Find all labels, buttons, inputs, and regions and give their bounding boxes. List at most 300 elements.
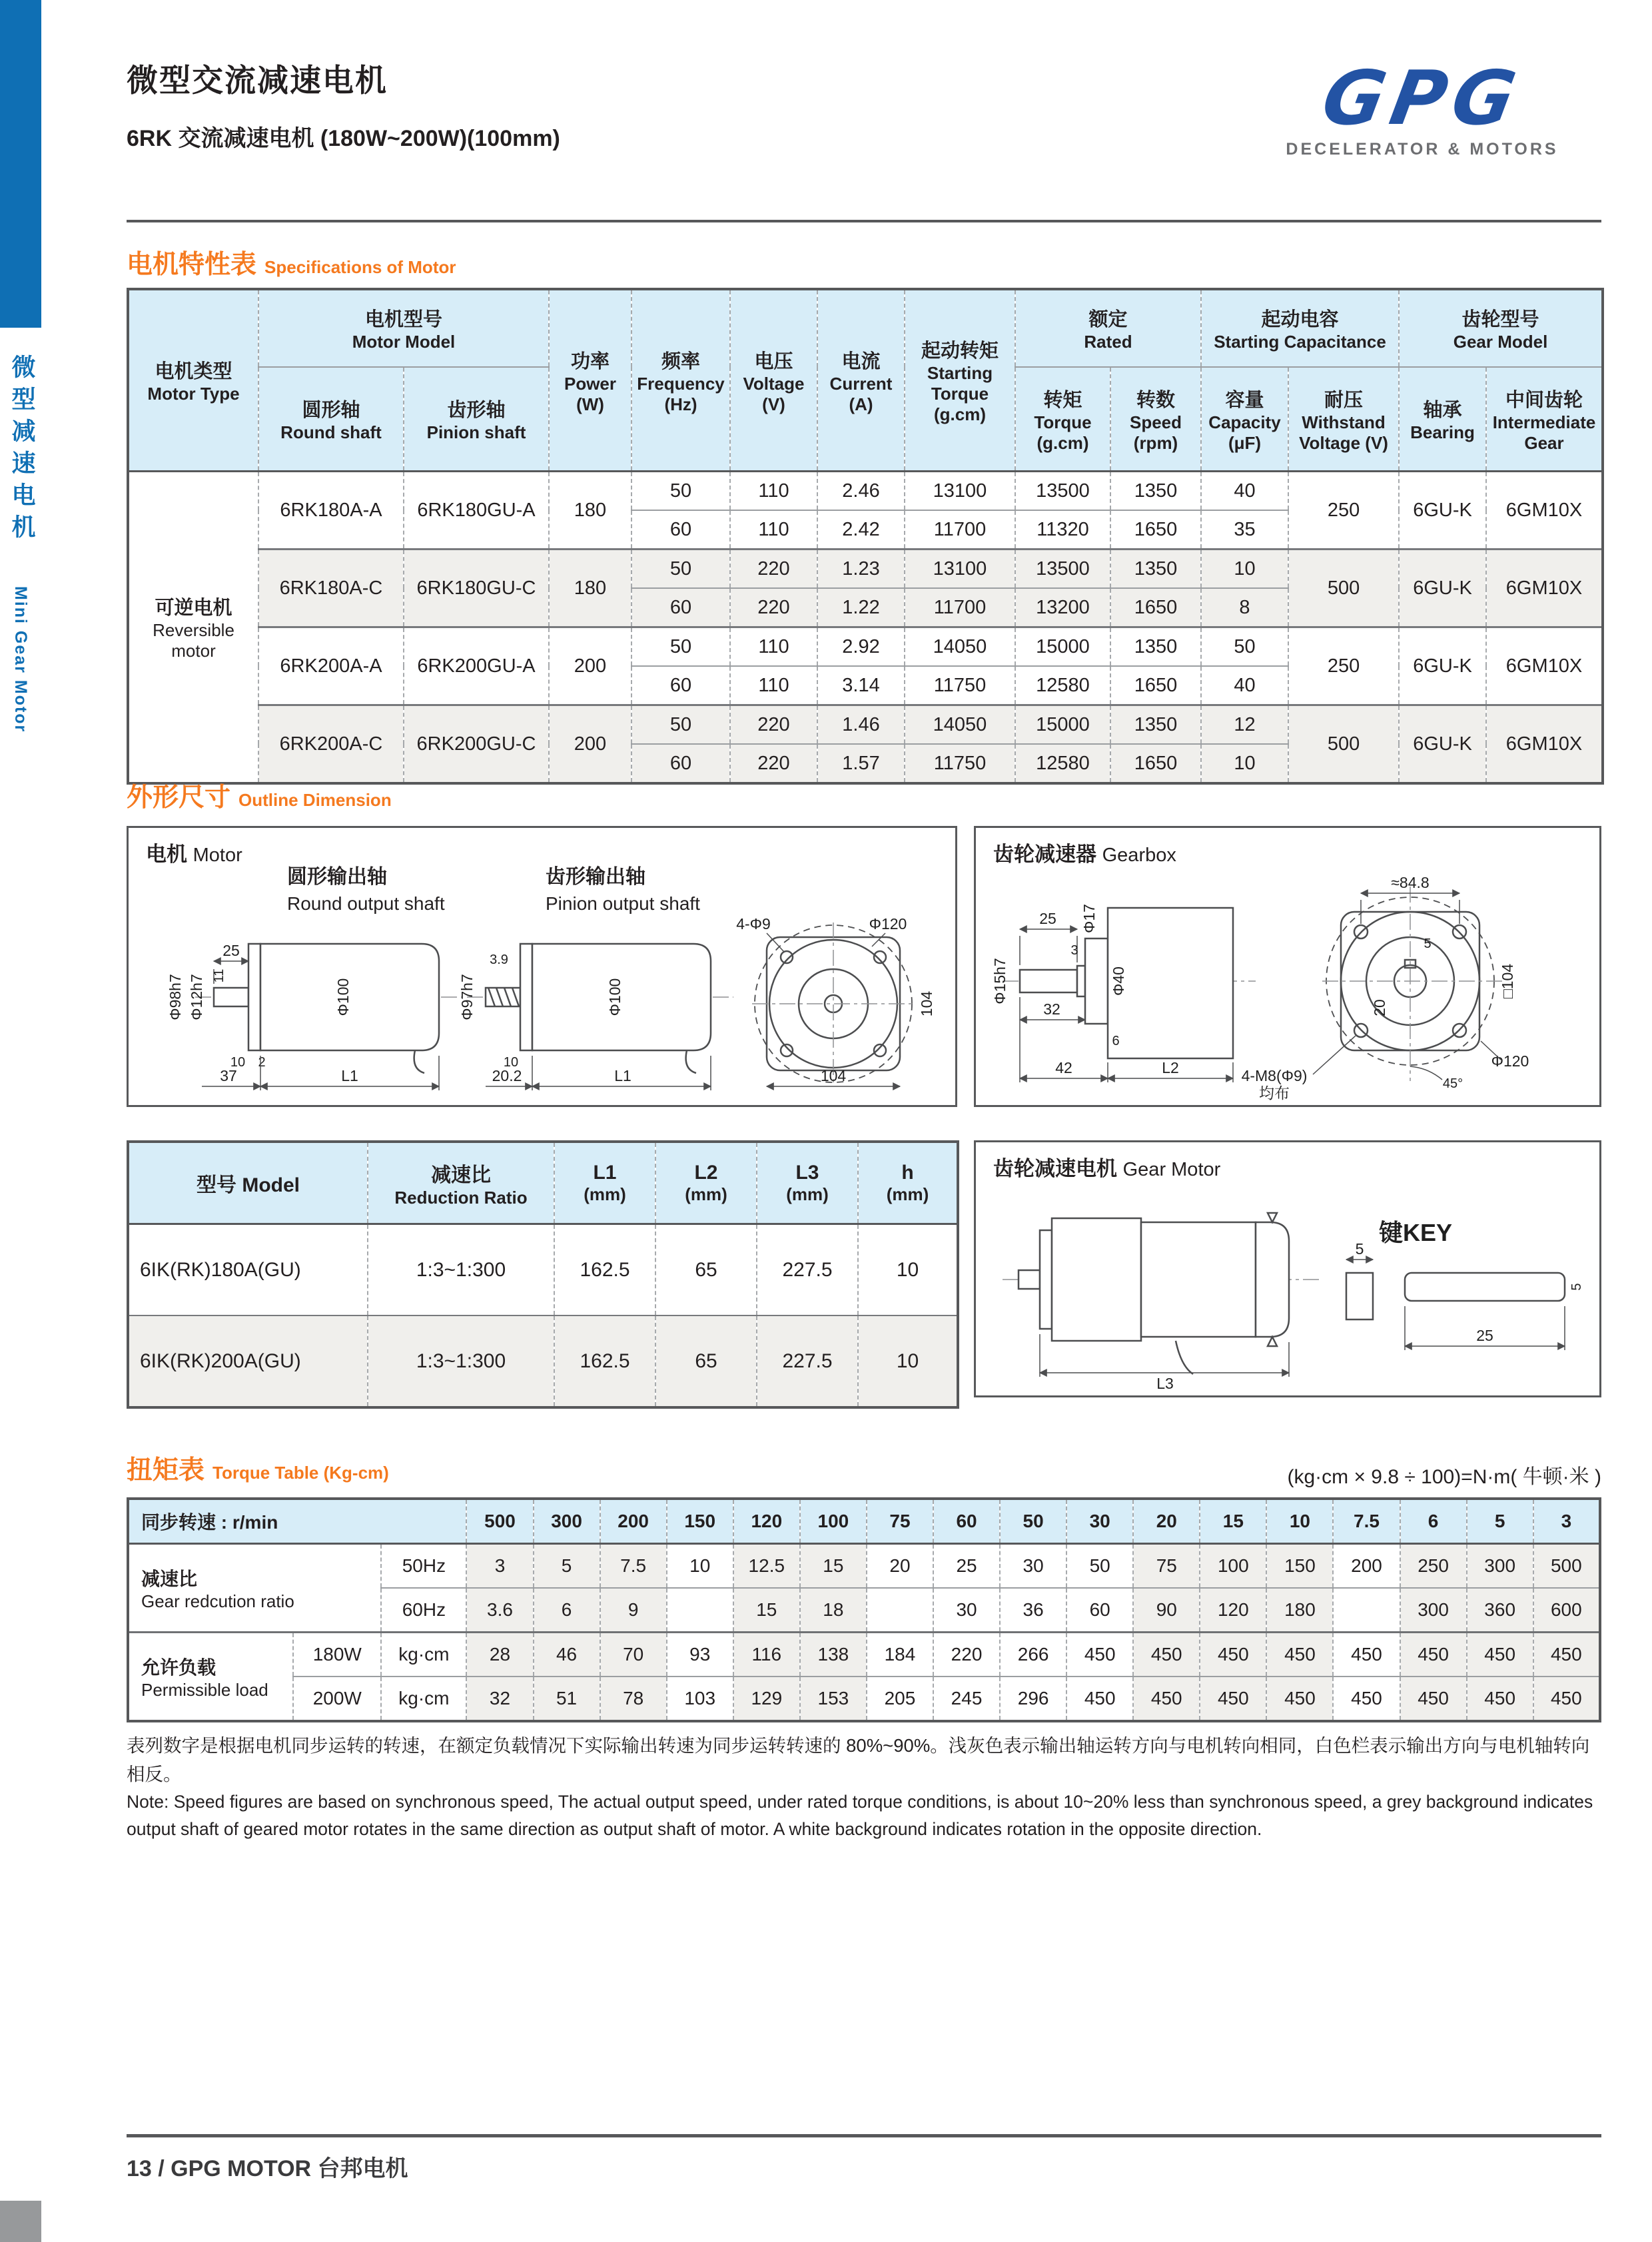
cell: 6GU-K xyxy=(1399,705,1486,784)
svg-text:42: 42 xyxy=(1055,1059,1072,1076)
header-cell: 型号 Model xyxy=(128,1142,368,1224)
cell: 500 xyxy=(1533,1544,1600,1589)
cell: 138 xyxy=(800,1633,867,1677)
cell: 20 xyxy=(867,1544,933,1589)
page-subtitle: 6RK 交流减速电机 (180W~200W)(100mm) xyxy=(127,126,560,151)
cell: 250 xyxy=(1288,472,1399,550)
gearbox-drawing xyxy=(976,867,1595,1102)
svg-text:□104: □104 xyxy=(1499,963,1516,999)
cell: 110 xyxy=(730,510,817,550)
cell: 11700 xyxy=(905,510,1015,550)
cell: 220 xyxy=(730,705,817,745)
pinion-shaft-side-view xyxy=(458,944,733,1090)
cell: 100 xyxy=(1200,1544,1266,1589)
cell: 6RK180A-C xyxy=(258,550,404,627)
header-cell: 电流 Current (A) xyxy=(817,289,905,472)
cell: 60 xyxy=(1066,1588,1133,1633)
svg-text:25: 25 xyxy=(1039,910,1056,927)
cell: 40 xyxy=(1201,666,1288,705)
cell: 110 xyxy=(730,627,817,667)
table-row xyxy=(128,1633,1600,1677)
svg-text:Φ120: Φ120 xyxy=(1491,1052,1529,1070)
cell: 450 xyxy=(1333,1677,1400,1721)
cell: 250 xyxy=(1288,627,1399,705)
cell: 150 xyxy=(667,1499,733,1544)
cell: 300 xyxy=(534,1499,600,1544)
dimension-table xyxy=(127,1140,959,1409)
cell: 245 xyxy=(933,1677,1000,1721)
outline-section-title xyxy=(127,777,392,814)
cell: 50 xyxy=(631,550,730,589)
cell: 120 xyxy=(1200,1588,1266,1633)
svg-text:37: 37 xyxy=(220,1067,237,1084)
cell: 120 xyxy=(733,1499,800,1544)
svg-text:L1: L1 xyxy=(614,1067,631,1084)
cell: 60 xyxy=(631,510,730,550)
cell: 6 xyxy=(1400,1499,1467,1544)
table-row xyxy=(128,1224,958,1316)
cell: 15 xyxy=(800,1544,867,1589)
unit-conversion-note: (kg·cm × 9.8 ÷ 100)=N·m( 牛顿·米 ) xyxy=(1287,1466,1601,1488)
svg-text:5: 5 xyxy=(1424,936,1432,951)
cell: 50 xyxy=(631,627,730,667)
table-row xyxy=(128,1677,1600,1721)
cell: 9 xyxy=(600,1588,667,1633)
header-cell: 圆形轴 Round shaft xyxy=(258,367,404,472)
cell: 65 xyxy=(655,1315,757,1407)
svg-text:Φ98h7: Φ98h7 xyxy=(167,974,184,1020)
svg-text:6: 6 xyxy=(1112,1034,1120,1048)
cell: 7.5 xyxy=(600,1544,667,1589)
cell: 360 xyxy=(1467,1588,1533,1633)
cell: 13100 xyxy=(905,472,1015,511)
cell: 6RK200GU-A xyxy=(404,627,549,705)
svg-text:25: 25 xyxy=(222,942,240,959)
motor-front-view xyxy=(736,917,935,1086)
cell: 8 xyxy=(1201,588,1288,627)
cell: 100 xyxy=(800,1499,867,1544)
motor-outline-box xyxy=(127,826,957,1107)
svg-text:Φ12h7: Φ12h7 xyxy=(188,974,205,1020)
cell: 6RK200A-C xyxy=(258,705,404,784)
header-cell: 减速比 Reduction Ratio xyxy=(368,1142,554,1224)
svg-text:5: 5 xyxy=(1355,1240,1364,1258)
cell: 12 xyxy=(1201,705,1288,745)
svg-text:均布: 均布 xyxy=(1259,1084,1290,1102)
cell: 2.42 xyxy=(817,510,905,550)
svg-text:104: 104 xyxy=(918,990,935,1017)
round-shaft-side-view xyxy=(167,942,462,1090)
table-row xyxy=(128,1315,958,1407)
cell: 7.5 xyxy=(1333,1499,1400,1544)
cell: 12580 xyxy=(1015,666,1110,705)
cell: 1350 xyxy=(1110,550,1201,589)
cell: 6 xyxy=(534,1588,600,1633)
table-row xyxy=(128,472,1603,511)
svg-text:L2: L2 xyxy=(1162,1059,1179,1076)
cell: 1350 xyxy=(1110,627,1201,667)
cell: 10 xyxy=(858,1315,958,1407)
cell: 18 xyxy=(800,1588,867,1633)
cell: 6RK180A-A xyxy=(258,472,404,550)
cell: 500 xyxy=(466,1499,533,1544)
cell: 60 xyxy=(933,1499,1000,1544)
cell: 450 xyxy=(1400,1677,1467,1721)
gearmotor-box-tag: 齿轮减速电机 Gear Motor xyxy=(993,1157,1221,1180)
cell: 227.5 xyxy=(757,1224,858,1316)
cell: 180W xyxy=(293,1633,381,1677)
svg-text:L3: L3 xyxy=(1156,1375,1174,1392)
cell: 1.46 xyxy=(817,705,905,745)
cell: 180 xyxy=(549,472,631,550)
sidebar-blue-block xyxy=(0,0,41,328)
header-cell: 齿形轴 Pinion shaft xyxy=(404,367,549,472)
cell: 6RK200A-A xyxy=(258,627,404,705)
cell: 10 xyxy=(1201,550,1288,589)
cell: 220 xyxy=(933,1633,1000,1677)
cell: 200 xyxy=(1333,1544,1400,1589)
cell xyxy=(1333,1588,1400,1633)
outline-title-en: Outline Dimension xyxy=(238,790,392,810)
cell: 36 xyxy=(1000,1588,1066,1633)
cell: 11750 xyxy=(905,666,1015,705)
cell: 30 xyxy=(1066,1499,1133,1544)
header-cell: 电机型号 Motor Model xyxy=(258,289,549,367)
cell: 75 xyxy=(1133,1544,1200,1589)
cell: 15000 xyxy=(1015,627,1110,667)
svg-text:Φ100: Φ100 xyxy=(606,978,623,1016)
cell: 50 xyxy=(631,472,730,511)
cell: 450 xyxy=(1467,1677,1533,1721)
cell: 1350 xyxy=(1110,472,1201,511)
cell: 可逆电机 Reversible motor xyxy=(128,472,258,784)
cell: 3.6 xyxy=(466,1588,533,1633)
cell: 129 xyxy=(733,1677,800,1721)
header-cell: h (mm) xyxy=(858,1142,958,1224)
svg-text:Φ40: Φ40 xyxy=(1110,966,1127,996)
cell: 25 xyxy=(933,1544,1000,1589)
cell: 50 xyxy=(1066,1544,1133,1589)
torque-title-cn: 扭矩表 xyxy=(127,1456,205,1485)
cell: 103 xyxy=(667,1677,733,1721)
gearmotor-drawing xyxy=(976,1180,1595,1393)
gearbox-side-view xyxy=(991,904,1256,1082)
cell: 50 xyxy=(1000,1499,1066,1544)
header-cell: 轴承 Bearing xyxy=(1399,367,1486,472)
cell: 220 xyxy=(730,744,817,783)
table-row xyxy=(128,1544,1600,1589)
cell: 450 xyxy=(1400,1633,1467,1677)
torque-title-en: Torque Table (Kg-cm) xyxy=(212,1463,389,1483)
svg-text:4-M8(Φ9): 4-M8(Φ9) xyxy=(1241,1067,1308,1084)
cell: 93 xyxy=(667,1633,733,1677)
cell: 162.5 xyxy=(554,1315,655,1407)
gearbox-outline-box xyxy=(974,826,1601,1107)
table-row xyxy=(128,550,1603,589)
spec-section-title xyxy=(127,244,456,281)
cell: 30 xyxy=(933,1588,1000,1633)
cell: 65 xyxy=(655,1224,757,1316)
cell: 600 xyxy=(1533,1588,1600,1633)
cell: 6GU-K xyxy=(1399,472,1486,550)
spec-title-en: Specifications of Motor xyxy=(264,257,456,277)
cell: 15 xyxy=(733,1588,800,1633)
cell: 11700 xyxy=(905,588,1015,627)
svg-text:Φ17: Φ17 xyxy=(1080,904,1098,933)
header-cell: 容量 Capacity (μF) xyxy=(1201,367,1288,472)
cell: 296 xyxy=(1000,1677,1066,1721)
header-cell: 齿轮型号 Gear Model xyxy=(1399,289,1603,367)
cell: 6RK180GU-C xyxy=(404,550,549,627)
cell: 6IK(RK)200A(GU) xyxy=(128,1315,368,1407)
pinion-shaft-title: 齿形输出轴 Pinion output shaft xyxy=(546,866,700,914)
cell: 110 xyxy=(730,472,817,511)
cell: 200 xyxy=(549,705,631,784)
brand-logo xyxy=(1242,55,1602,159)
cell: 1650 xyxy=(1110,666,1201,705)
header-cell: 转数 Speed (rpm) xyxy=(1110,367,1201,472)
header-cell: 转矩 Torque (g.cm) xyxy=(1015,367,1110,472)
cell: 50 xyxy=(1201,627,1288,667)
cell: 60Hz xyxy=(381,1588,466,1633)
cell: 40 xyxy=(1201,472,1288,511)
motor-drawing xyxy=(129,917,951,1102)
cell: 14050 xyxy=(905,627,1015,667)
motor-box-tag: 电机 Motor xyxy=(146,843,242,866)
svg-text:10: 10 xyxy=(230,1055,246,1070)
cell: 6GM10X xyxy=(1486,550,1603,627)
svg-text:11: 11 xyxy=(212,968,226,983)
cell: 180 xyxy=(549,550,631,627)
svg-text:≈84.8: ≈84.8 xyxy=(1391,874,1430,891)
header-rule xyxy=(127,220,1601,222)
cell: 5 xyxy=(534,1544,600,1589)
torque-table xyxy=(127,1497,1601,1722)
cell: 220 xyxy=(730,588,817,627)
cell: 450 xyxy=(1266,1633,1333,1677)
cell: 51 xyxy=(534,1677,600,1721)
cell: 220 xyxy=(730,550,817,589)
svg-text:45°: 45° xyxy=(1442,1076,1463,1091)
svg-text:10: 10 xyxy=(503,1055,519,1070)
logo-subtitle: DECELERATOR & MOTORS xyxy=(1286,140,1559,159)
cell: 3.14 xyxy=(817,666,905,705)
svg-text:Φ97h7: Φ97h7 xyxy=(458,974,476,1020)
cell: 11320 xyxy=(1015,510,1110,550)
round-shaft-title: 圆形输出轴 Round output shaft xyxy=(287,866,445,914)
cell: 13500 xyxy=(1015,550,1110,589)
cell: 205 xyxy=(867,1677,933,1721)
cell: 1650 xyxy=(1110,510,1201,550)
gearbox-front-view xyxy=(1242,874,1529,1102)
cell: 75 xyxy=(867,1499,933,1544)
svg-text:Φ100: Φ100 xyxy=(334,978,352,1016)
svg-text:4-Φ9: 4-Φ9 xyxy=(736,917,771,933)
header-cell: 电机类型 Motor Type xyxy=(128,289,258,472)
svg-text:3: 3 xyxy=(1070,943,1078,958)
svg-text:键KEY: 键KEY xyxy=(1378,1219,1453,1246)
page-number: 13 / GPG MOTOR 台邦电机 xyxy=(127,2156,408,2181)
table-row xyxy=(128,1499,1600,1544)
cell: kg·cm xyxy=(381,1677,466,1721)
cell: 450 xyxy=(1200,1633,1266,1677)
header-cell: 耐压 Withstand Voltage (V) xyxy=(1288,367,1399,472)
cell: 90 xyxy=(1133,1588,1200,1633)
header-cell: 中间齿轮 Intermediate Gear xyxy=(1486,367,1603,472)
svg-text:20: 20 xyxy=(1371,999,1388,1016)
cell: 450 xyxy=(1133,1677,1200,1721)
cell: 450 xyxy=(1066,1633,1133,1677)
cell: 10 xyxy=(667,1544,733,1589)
header-cell: L2 (mm) xyxy=(655,1142,757,1224)
cell: 28 xyxy=(466,1633,533,1677)
cell: 10 xyxy=(1266,1499,1333,1544)
cell: 180 xyxy=(1266,1588,1333,1633)
cell: 78 xyxy=(600,1677,667,1721)
header-cell: 额定 Rated xyxy=(1015,289,1201,367)
cell: 13200 xyxy=(1015,588,1110,627)
cell: 6GM10X xyxy=(1486,627,1603,705)
cell: 15 xyxy=(1200,1499,1266,1544)
header-cell: 功率 Power (W) xyxy=(549,289,631,472)
torque-section-title xyxy=(127,1449,389,1487)
header-cell: L1 (mm) xyxy=(554,1142,655,1224)
cell: 450 xyxy=(1333,1633,1400,1677)
cell: 450 xyxy=(1533,1633,1600,1677)
cell: 450 xyxy=(1200,1677,1266,1721)
cell: 15000 xyxy=(1015,705,1110,745)
table-row xyxy=(128,705,1603,745)
cell: 6RK180GU-A xyxy=(404,472,549,550)
svg-text:5: 5 xyxy=(1569,1283,1584,1291)
gearmotor-outline-box xyxy=(974,1140,1601,1397)
svg-text:Φ15h7: Φ15h7 xyxy=(991,958,1009,1004)
cell: 30 xyxy=(1000,1544,1066,1589)
cell: 1.23 xyxy=(817,550,905,589)
cell: 1.57 xyxy=(817,744,905,783)
cell: 10 xyxy=(1201,744,1288,783)
cell: 1:3~1:300 xyxy=(368,1315,554,1407)
cell: 2.46 xyxy=(817,472,905,511)
cell: 60 xyxy=(631,588,730,627)
cell: 500 xyxy=(1288,705,1399,784)
cell: 2.92 xyxy=(817,627,905,667)
cell: 60 xyxy=(631,744,730,783)
cell: 300 xyxy=(1467,1544,1533,1589)
footer-rule xyxy=(127,2134,1601,2137)
cell: kg·cm xyxy=(381,1633,466,1677)
cell: 允许负载 Permissible load xyxy=(128,1633,293,1722)
cell: 200W xyxy=(293,1677,381,1721)
svg-text:L1: L1 xyxy=(341,1067,358,1084)
page-title: 微型交流减速电机 xyxy=(127,63,388,98)
svg-text:25: 25 xyxy=(1476,1327,1493,1344)
cell: 450 xyxy=(1467,1633,1533,1677)
cell: 6RK200GU-C xyxy=(404,705,549,784)
cell xyxy=(667,1588,733,1633)
cell: 1650 xyxy=(1110,588,1201,627)
cell: 50Hz xyxy=(381,1544,466,1589)
footnote xyxy=(127,1732,1601,1843)
svg-text:3.9: 3.9 xyxy=(490,952,508,967)
cell: 70 xyxy=(600,1633,667,1677)
cell: 266 xyxy=(1000,1633,1066,1677)
spec-title-cn: 电机特性表 xyxy=(127,250,257,279)
gearmotor-side-view xyxy=(1003,1213,1322,1392)
cell: 162.5 xyxy=(554,1224,655,1316)
key-drawing xyxy=(1346,1219,1584,1350)
cell xyxy=(867,1588,933,1633)
svg-text:32: 32 xyxy=(1043,1000,1060,1018)
footnote-cn: 表列数字是根据电机同步运转的转速，在额定负载情况下实际输出转速为同步运转转速的 80%~90%。浅灰色表示输出轴运转方向与电机转向相同，白色栏表示输出方向与电机轴转向相反。 xyxy=(127,1735,1590,1784)
cell: 450 xyxy=(1066,1677,1133,1721)
svg-text:Φ120: Φ120 xyxy=(869,917,907,933)
cell: 1.22 xyxy=(817,588,905,627)
sidebar-bottom-block xyxy=(0,2201,41,2242)
header-cell: 起动电容 Starting Capacitance xyxy=(1201,289,1399,367)
logo-gpg-icon: GPG xyxy=(1316,55,1529,142)
table-row xyxy=(128,627,1603,667)
cell: 227.5 xyxy=(757,1315,858,1407)
outline-title-cn: 外形尺寸 xyxy=(127,783,231,812)
cell: 11750 xyxy=(905,744,1015,783)
cell: 5 xyxy=(1467,1499,1533,1544)
svg-text:2: 2 xyxy=(258,1055,266,1070)
cell: 3 xyxy=(1533,1499,1600,1544)
cell: 110 xyxy=(730,666,817,705)
cell: 153 xyxy=(800,1677,867,1721)
cell: 35 xyxy=(1201,510,1288,550)
cell: 60 xyxy=(631,666,730,705)
cell: 184 xyxy=(867,1633,933,1677)
cell: 13500 xyxy=(1015,472,1110,511)
cell: 6GM10X xyxy=(1486,705,1603,784)
sidebar-vertical-title-en: Mini Gear Motor xyxy=(11,586,30,733)
cell: 50 xyxy=(631,705,730,745)
cell: 450 xyxy=(1266,1677,1333,1721)
cell: 20 xyxy=(1133,1499,1200,1544)
cell: 150 xyxy=(1266,1544,1333,1589)
cell: 6IK(RK)180A(GU) xyxy=(128,1224,368,1316)
cell: 32 xyxy=(466,1677,533,1721)
cell: 46 xyxy=(534,1633,600,1677)
sidebar-vertical-title-cn: 微型减速电机 xyxy=(9,354,36,546)
cell: 1:3~1:300 xyxy=(368,1224,554,1316)
cell: 12580 xyxy=(1015,744,1110,783)
cell: 6GU-K xyxy=(1399,550,1486,627)
footnote-en: Note: Speed figures are based on synchronous speed, The actual output speed, under rated torque conditions, is about 10~20% less than synchronous speed, a grey background indicates output shaft of geared motor rotates in the same direction as output shaft of motor. A white background indicates rotation in the opposite direction. xyxy=(127,1792,1593,1840)
header-cell: L3 (mm) xyxy=(757,1142,858,1224)
cell: 3 xyxy=(466,1544,533,1589)
cell: 300 xyxy=(1400,1588,1467,1633)
gearbox-box-tag: 齿轮减速器 Gearbox xyxy=(993,843,1176,866)
header-cell: 频率 Frequency (Hz) xyxy=(631,289,730,472)
spec-table xyxy=(127,288,1604,785)
cell: 1350 xyxy=(1110,705,1201,745)
svg-text:104: 104 xyxy=(820,1067,847,1084)
cell: 116 xyxy=(733,1633,800,1677)
header-cell: 起动转矩 Starting Torque (g.cm) xyxy=(905,289,1015,472)
cell: 500 xyxy=(1288,550,1399,627)
cell: 6GM10X xyxy=(1486,472,1603,550)
cell: 200 xyxy=(600,1499,667,1544)
cell: 12.5 xyxy=(733,1544,800,1589)
cell: 减速比 Gear redcution ratio xyxy=(128,1544,381,1633)
cell: 450 xyxy=(1533,1677,1600,1721)
header-cell: 电压 Voltage (V) xyxy=(730,289,817,472)
cell: 450 xyxy=(1133,1633,1200,1677)
cell: 10 xyxy=(858,1224,958,1316)
